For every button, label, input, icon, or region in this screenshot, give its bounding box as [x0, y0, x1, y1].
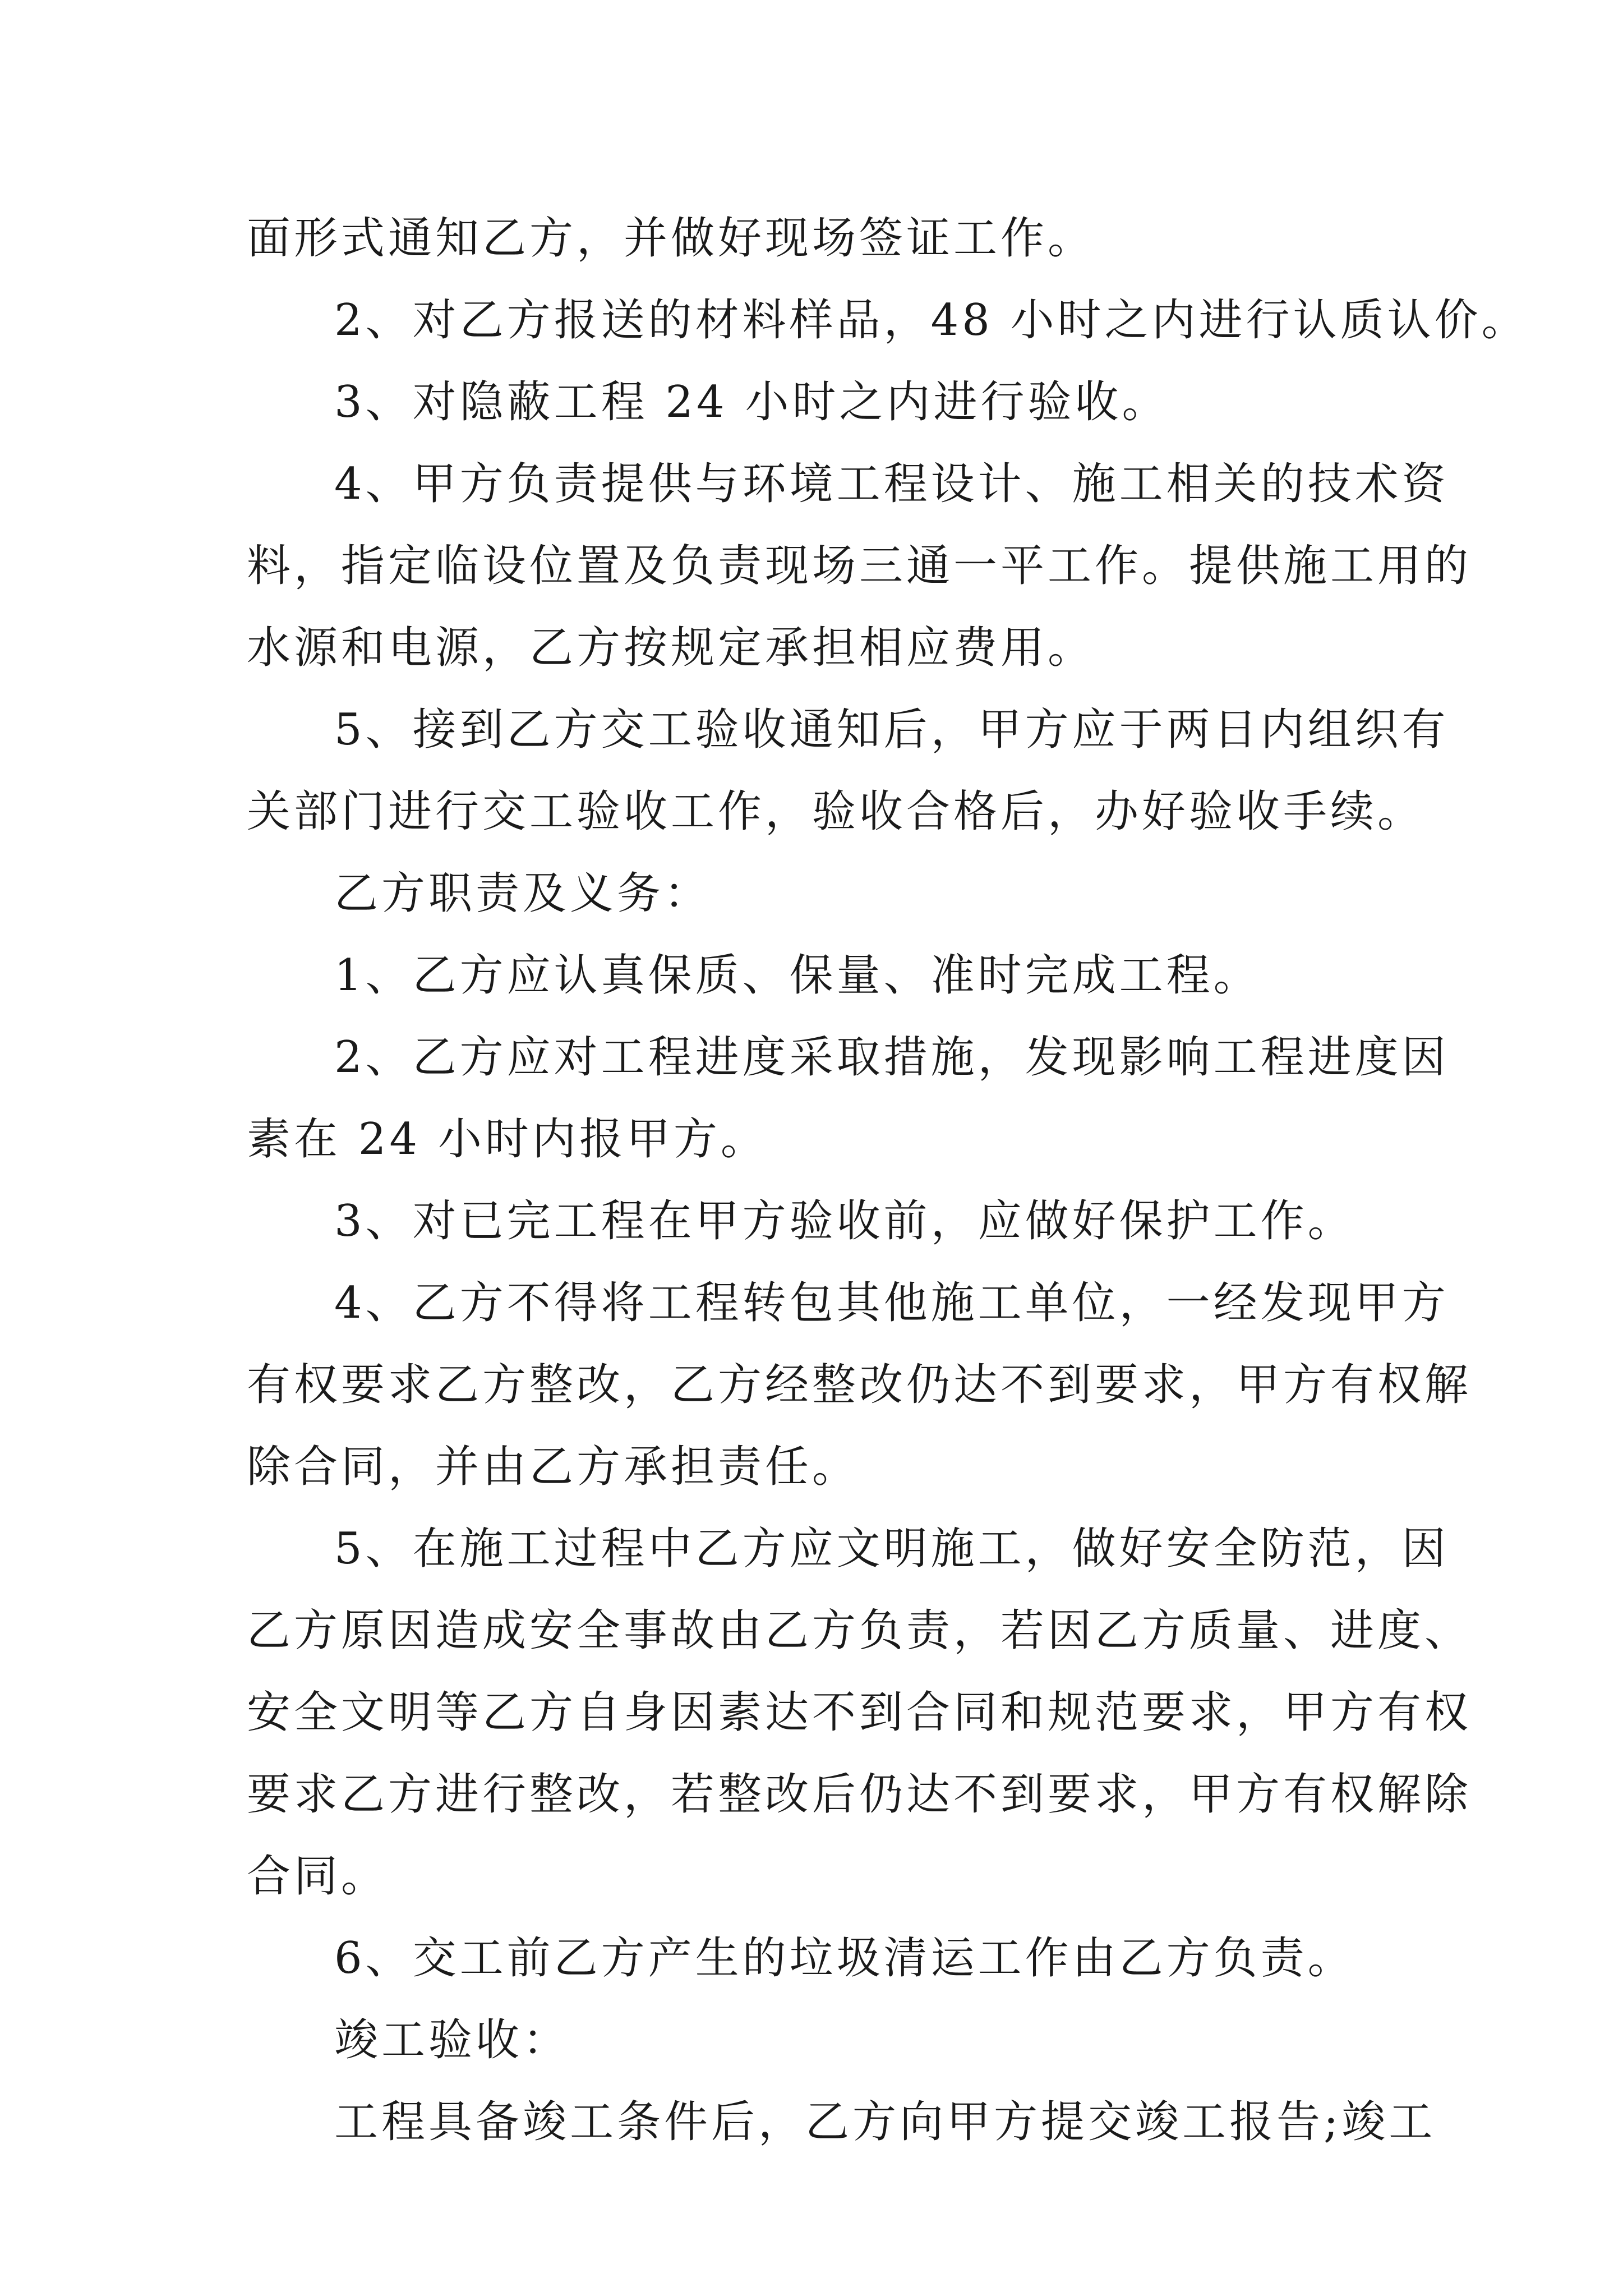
text-line: 面形式通知乙方，并做好现场签证工作。 [247, 213, 1095, 264]
text-line: 3、对隐蔽工程 24 小时之内进行验收。 [334, 377, 1169, 427]
text-line: 工程具备竣工条件后，乙方向甲方提交竣工报告;竣工 [334, 2097, 1436, 2147]
text-line: 4、甲方负责提供与环境工程设计、施工相关的技术资 [334, 459, 1449, 509]
text-line: 安全文明等乙方自身因素达不到合同和规范要求，甲方有权 [247, 1687, 1472, 1738]
text-line: 2、乙方应对工程进度采取措施，发现影响工程进度因 [334, 1032, 1449, 1083]
text-line: 5、在施工过程中乙方应文明施工，做好安全防范，因 [334, 1524, 1449, 1574]
text-line: 料，指定临设位置及负责现场三通一平工作。提供施工用的 [247, 541, 1472, 591]
section-heading: 竣工验收： [334, 2015, 570, 2065]
text-line: 要求乙方进行整改，若整改后仍达不到要求，甲方有权解除 [247, 1769, 1472, 1820]
text-line: 5、接到乙方交工验收通知后，甲方应于两日内组织有 [334, 705, 1449, 755]
section-heading: 乙方职责及义务： [334, 868, 712, 919]
text-line: 6、交工前乙方产生的垃圾清运工作由乙方负责。 [334, 1933, 1355, 1984]
text-line: 除合同，并由乙方承担责任。 [247, 1442, 860, 1492]
text-line: 3、对已完工程在甲方验收前，应做好保护工作。 [334, 1196, 1355, 1246]
text-line: 2、对乙方报送的材料样品，48 小时之内进行认质认价。 [334, 295, 1529, 346]
text-line: 合同。 [247, 1851, 389, 1902]
text-line: 水源和电源，乙方按规定承担相应费用。 [247, 623, 1095, 673]
text-line: 素在 24 小时内报甲方。 [247, 1114, 768, 1165]
document-body [247, 197, 1529, 2163]
text-line: 1、乙方应认真保质、保量、准时完成工程。 [334, 950, 1261, 1001]
text-line: 4、乙方不得将工程转包其他施工单位，一经发现甲方 [334, 1278, 1449, 1328]
text-line: 乙方原因造成安全事故由乙方负责，若因乙方质量、进度、 [247, 1605, 1472, 1656]
text-line: 关部门进行交工验收工作，验收合格后，办好验收手续。 [247, 786, 1425, 837]
text-line: 有权要求乙方整改，乙方经整改仍达不到要求，甲方有权解 [247, 1360, 1472, 1410]
